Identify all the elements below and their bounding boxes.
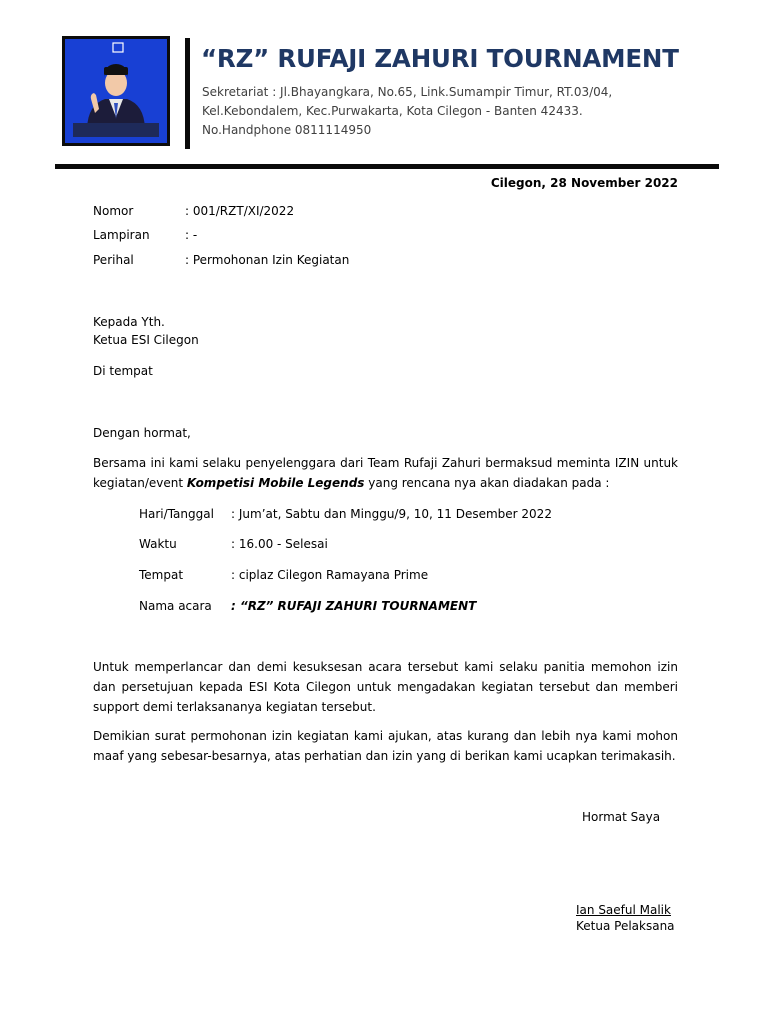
detail-label-date: Hari/Tanggal <box>139 507 214 521</box>
recipient-place: Di tempat <box>93 364 153 378</box>
body1-part1: Bersama ini kami selaku penyelenggara dari Team Rufaji Zahuri bermaksud meminta IZIN untuk kegiatan/event <box>93 456 678 490</box>
organization-title: “RZ” RUFAJI ZAHURI TOURNAMENT <box>201 44 679 73</box>
recipient-line-1: Kepada Yth. <box>93 315 165 329</box>
detail-label-event: Nama acara <box>139 599 212 613</box>
greeting: Dengan hormat, <box>93 426 191 440</box>
body-paragraph-2: Untuk memperlancar dan demi kesuksesan acara tersebut kami selaku panitia memohon izin dan persetujuan kepada ESI Kota Cilegon untuk mengadakan kegiatan tersebut dan memberi support demi terlaksananya kegiatan tersebut. <box>93 660 678 714</box>
body-paragraph-3: Demikian surat permohonan izin kegiatan kami ajukan, atas kurang dan lebih nya kami mohon maaf yang sebesar-besarnya, atas perhatian dan izin yang di berikan kami ucapkan terimakasih. <box>93 729 678 763</box>
event-name: Kompetisi Mobile Legends <box>186 476 365 490</box>
detail-value-time: : 16.00 - Selesai <box>231 537 328 551</box>
detail-label-place: Tempat <box>139 568 184 582</box>
recipient-line-2: Ketua ESI Cilegon <box>93 333 199 347</box>
signer-name: Ian Saeful Malik <box>576 903 671 917</box>
body1-part2: yang rencana nya akan diadakan pada : <box>368 476 610 490</box>
detail-value-event: : “RZ” RUFAJI ZAHURI TOURNAMENT <box>231 599 477 613</box>
meta-value-perihal: : Permohonan Izin Kegiatan <box>185 253 350 267</box>
detail-value-date: : Jum’at, Sabtu dan Minggu/9, 10, 11 Desember 2022 <box>231 507 552 521</box>
signer-title: Ketua Pelaksana <box>576 919 675 933</box>
header-vertical-divider <box>185 38 190 149</box>
address-line-3: No.Handphone 0811114950 <box>202 123 372 137</box>
person-portrait-icon <box>65 39 167 143</box>
organization-logo <box>62 36 170 146</box>
body-paragraph-1 <box>93 453 678 493</box>
address-line-2: Kel.Kebondalem, Kec.Purwakarta, Kota Cilegon - Banten 42433. <box>202 104 583 118</box>
meta-value-nomor: : 001/RZT/XI/2022 <box>185 204 295 218</box>
meta-label-nomor: Nomor <box>93 204 134 218</box>
meta-value-lampiran: : - <box>185 228 198 242</box>
closing: Hormat Saya <box>582 810 661 824</box>
detail-label-time: Waktu <box>139 537 177 551</box>
letter-date: Cilegon, 28 November 2022 <box>490 176 678 190</box>
meta-label-lampiran: Lampiran <box>93 228 150 242</box>
address-line-1: Sekretariat : Jl.Bhayangkara, No.65, Link.Sumampir Timur, RT.03/04, <box>202 85 613 99</box>
detail-value-place: : ciplaz Cilegon Ramayana Prime <box>231 568 429 582</box>
meta-label-perihal: Perihal <box>93 253 134 267</box>
header-horizontal-divider <box>55 164 719 169</box>
